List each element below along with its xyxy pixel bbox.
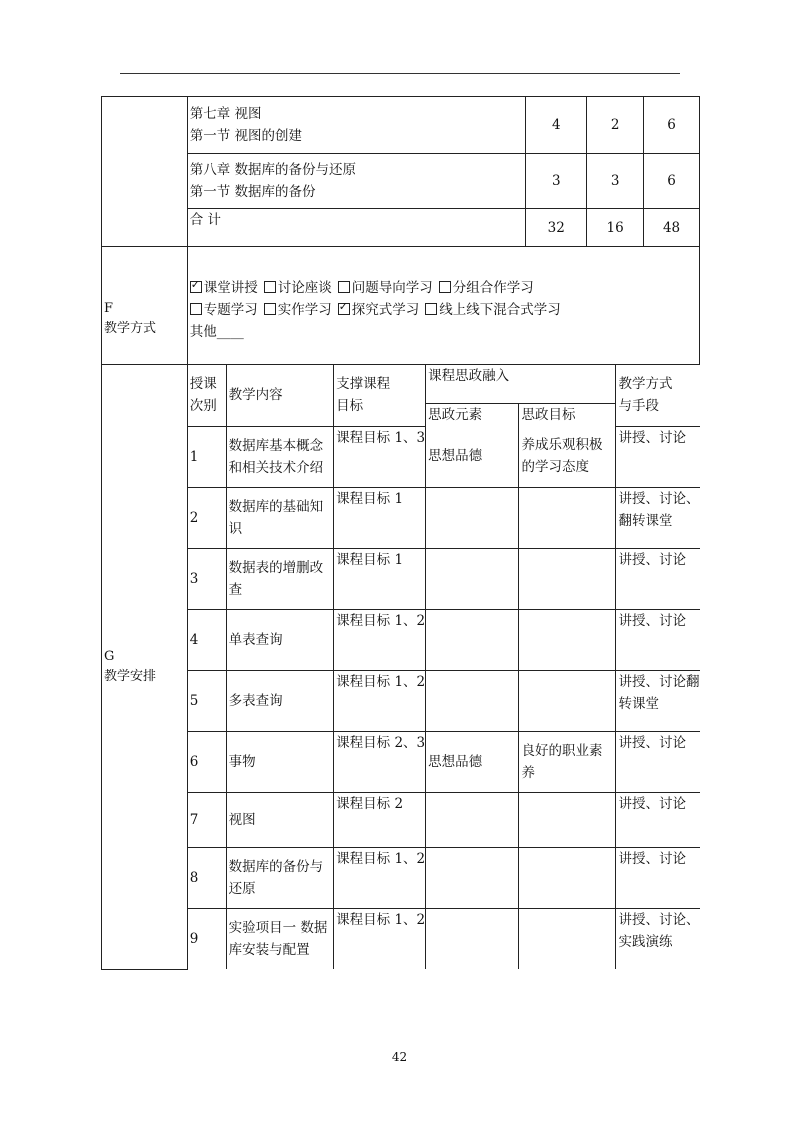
total-row (102, 209, 700, 247)
teaching-method: 讲授、讨论 (616, 609, 700, 670)
teaching-method: 讲授、讨论翻 转课堂 (616, 670, 700, 731)
total-label: 合 计 (187, 209, 526, 247)
ideology-goal (519, 847, 616, 908)
ideology-goal (519, 548, 616, 609)
method-option (338, 302, 420, 318)
teaching-content: 单表查询 (226, 609, 334, 670)
method-option (439, 280, 534, 296)
schedule-row (188, 426, 700, 487)
teaching-methods-cell (187, 247, 699, 365)
course-target: 课程目标 2 (334, 792, 426, 847)
chapter-line: 第七章 视图 (189, 106, 262, 122)
schedule-row (188, 847, 700, 908)
method-option (425, 302, 561, 318)
method-option (190, 302, 258, 318)
session-number: 6 (188, 731, 226, 792)
teaching-content: 数据库的备份与 还原 (226, 847, 334, 908)
method-option-label: 课堂讲授 (203, 279, 258, 296)
teaching-content: 视图 (226, 792, 334, 847)
method-options-row (190, 299, 699, 321)
unchecked-box-icon (264, 303, 276, 315)
method-options-row (190, 277, 699, 299)
method-option-label: 专题学习 (203, 301, 258, 318)
syllabus-table (101, 96, 700, 970)
method-option-label: 线上线下混合式学习 (439, 301, 561, 318)
schedule-table (188, 365, 700, 969)
schedule-row (188, 670, 700, 731)
chapter-row (102, 97, 700, 154)
method-option (264, 302, 332, 318)
session-number: 5 (188, 670, 226, 731)
checked-box-icon (190, 281, 202, 293)
schedule-row (188, 792, 700, 847)
teaching-method: 讲授、讨论、 翻转课堂 (616, 487, 700, 548)
teaching-method: 讲授、讨论 (616, 731, 700, 792)
header-session: 授课 次别 (188, 365, 226, 426)
other-methods: 其他____ (189, 323, 244, 340)
method-option (264, 280, 332, 296)
ideology-goal (519, 609, 616, 670)
course-target: 课程目标 1 (334, 487, 426, 548)
section-line: 第一节 视图的创建 (189, 128, 303, 144)
checked-box-icon (338, 303, 350, 315)
chapter-line: 第八章 数据库的备份与还原 (189, 162, 357, 178)
teaching-content: 事物 (226, 731, 334, 792)
header-ideology: 课程思政融入 (426, 365, 616, 403)
schedule-row (188, 731, 700, 792)
chapter-row (102, 154, 700, 209)
chapter-title-cell (187, 97, 526, 154)
method-option (338, 280, 433, 296)
teaching-method: 讲授、讨论 (616, 792, 700, 847)
hours-cell: 3 (526, 154, 587, 209)
teaching-method: 讲授、讨论、 实践演练 (616, 908, 700, 969)
header-target: 支撑课程 目标 (334, 365, 426, 426)
section-f-title: 教学方式 (104, 320, 157, 336)
session-number: 1 (188, 426, 226, 487)
teaching-method: 讲授、讨论 (616, 548, 700, 609)
schedule-row (188, 609, 700, 670)
unchecked-box-icon (338, 281, 350, 293)
course-target: 课程目标 1、2 (334, 609, 426, 670)
ideology-element: 思想品德 (426, 426, 519, 487)
ideology-goal: 良好的职业素 养 (519, 731, 616, 792)
teaching-content: 实验项目一 数据 库安装与配置 (226, 908, 334, 969)
ideology-goal (519, 792, 616, 847)
section-f-row (102, 247, 700, 365)
schedule-cell (187, 365, 699, 970)
total-cell: 32 (526, 209, 587, 247)
teaching-content: 数据表的增删改 查 (226, 548, 334, 609)
total-cell: 16 (587, 209, 644, 247)
method-option-label: 问题导向学习 (351, 279, 433, 296)
ideology-goal (519, 487, 616, 548)
unchecked-box-icon (439, 281, 451, 293)
ideology-element: 思想品德 (426, 731, 519, 792)
unchecked-box-icon (264, 281, 276, 293)
section-line: 第一节 数据库的备份 (189, 184, 316, 200)
header-content: 教学内容 (226, 365, 334, 426)
hours-cell: 3 (587, 154, 644, 209)
page-number: 42 (391, 1050, 408, 1064)
section-g-title: 教学安排 (104, 668, 157, 684)
ideology-element (426, 487, 519, 548)
ideology-goal (519, 670, 616, 731)
session-number: 4 (188, 609, 226, 670)
teaching-method: 讲授、讨论 (616, 847, 700, 908)
header-method: 教学方式 与手段 (616, 365, 700, 426)
schedule-header-row (188, 365, 700, 403)
section-g-row (102, 365, 700, 970)
course-target: 课程目标 1、3 (334, 426, 426, 487)
course-target: 课程目标 2、3 (334, 731, 426, 792)
course-target: 课程目标 1、2 (334, 847, 426, 908)
course-target: 课程目标 1 (334, 548, 426, 609)
course-target: 课程目标 1、2 (334, 670, 426, 731)
ideology-goal (519, 908, 616, 969)
session-number: 3 (188, 548, 226, 609)
method-option-label: 探究式学习 (351, 301, 420, 318)
ideology-element (426, 908, 519, 969)
header-goal: 思政目标 (519, 403, 616, 426)
teaching-content: 数据库基本概念 和相关技术介绍 (226, 426, 334, 487)
ideology-element (426, 847, 519, 908)
header-rule (120, 73, 680, 74)
ideology-goal: 养成乐观积极 的学习态度 (519, 426, 616, 487)
ideology-element (426, 548, 519, 609)
section-e-label-cell (102, 97, 188, 247)
teaching-method: 讲授、讨论 (616, 426, 700, 487)
session-number: 7 (188, 792, 226, 847)
teaching-content: 多表查询 (226, 670, 334, 731)
session-number: 9 (188, 908, 226, 969)
course-target: 课程目标 1、2 (334, 908, 426, 969)
unchecked-box-icon (190, 303, 202, 315)
section-g-label (102, 365, 188, 970)
schedule-row (188, 487, 700, 548)
method-option-label: 讨论座谈 (277, 279, 332, 296)
schedule-row (188, 548, 700, 609)
hours-cell: 6 (644, 97, 700, 154)
section-f-label (102, 247, 188, 365)
chapter-title-cell (187, 154, 526, 209)
hours-cell: 4 (526, 97, 587, 154)
section-g-code: G (104, 648, 115, 664)
method-option (190, 280, 258, 296)
hours-cell: 2 (587, 97, 644, 154)
section-f-code: F (104, 300, 114, 316)
method-option-label: 分组合作学习 (452, 279, 534, 296)
method-option-label: 实作学习 (277, 301, 332, 318)
ideology-element (426, 792, 519, 847)
ideology-element (426, 670, 519, 731)
session-number: 8 (188, 847, 226, 908)
ideology-element (426, 609, 519, 670)
unchecked-box-icon (425, 303, 437, 315)
schedule-row (188, 908, 700, 969)
hours-cell: 6 (644, 154, 700, 209)
total-cell: 48 (644, 209, 700, 247)
session-number: 2 (188, 487, 226, 548)
teaching-content: 数据库的基础知 识 (226, 487, 334, 548)
header-element: 思政元素 (426, 403, 519, 426)
